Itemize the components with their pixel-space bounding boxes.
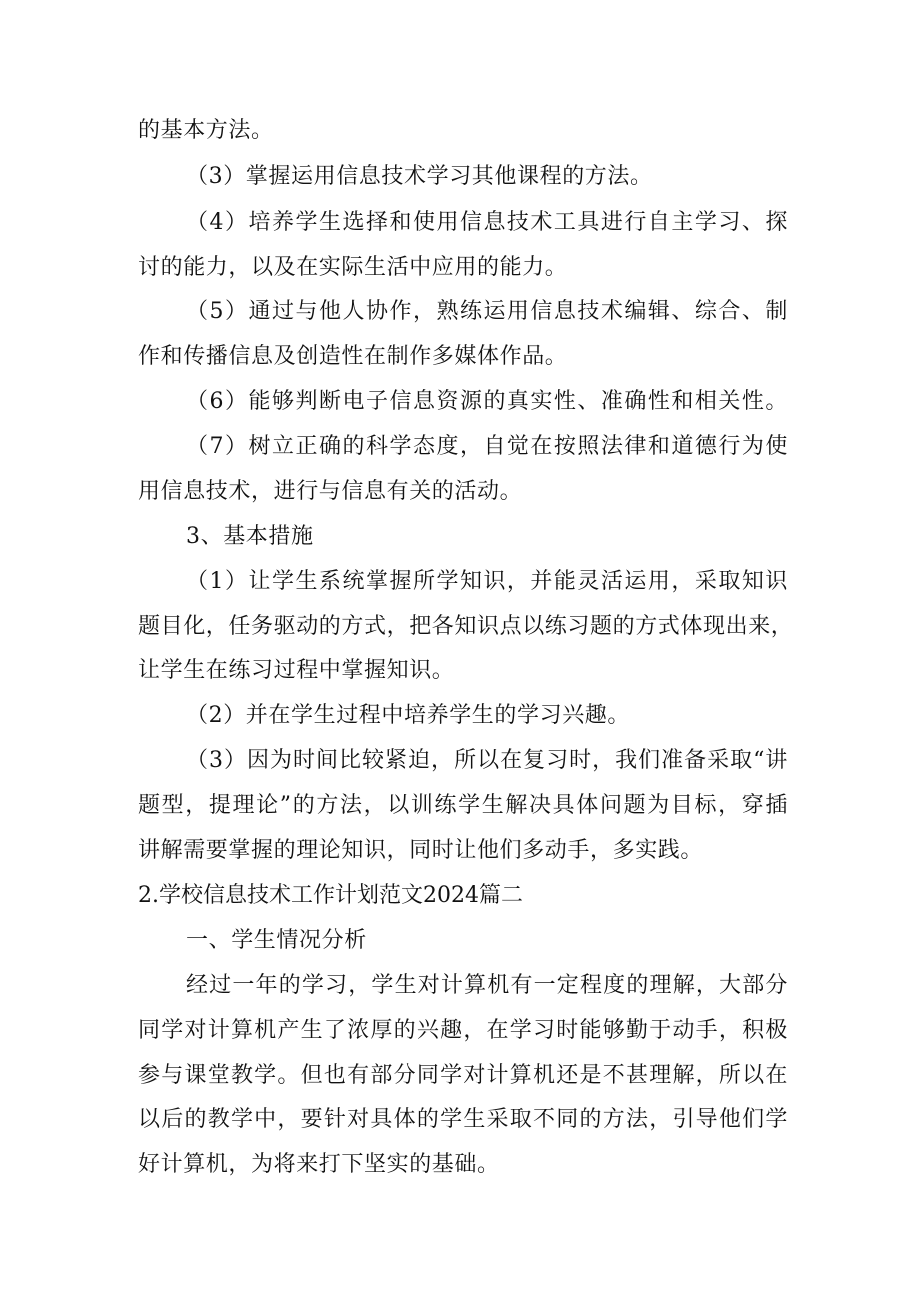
text-line: 讨的能力，以及在实际生活中应用的能力。 (138, 255, 568, 280)
text-line: 好计算机，为将来打下坚实的基础。 (138, 1152, 500, 1177)
text-line: 题目化，任务驱动的方式，把各知识点以练习题的方式体现出来， (138, 614, 794, 639)
section-heading: 3、基本措施 (186, 524, 314, 549)
text-line: 的基本方法。 (138, 118, 274, 143)
text-line: 作和传播信息及创造性在制作多媒体作品。 (138, 344, 568, 369)
text-line: 以后的教学中，要针对具体的学生采取不同的方法，引导他们学 (138, 1107, 788, 1132)
article-heading: 2.学校信息技术工作计划范文2024篇二 (138, 883, 523, 908)
text-line: 经过一年的学习，学生对计算机有一定程度的理解，大部分 (186, 973, 788, 998)
text-line: 同学对计算机产生了浓厚的兴趣，在学习时能够勤于动手，积极 (138, 1018, 788, 1043)
text-line: （3）掌握运用信息技术学习其他课程的方法。 (186, 164, 653, 189)
text-line: （1）让学生系统掌握所学知识，并能灵活运用，采取知识 (186, 569, 788, 594)
text-line: （3）因为时间比较紧迫，所以在复习时，我们准备采取“讲 (186, 748, 788, 773)
text-line: （5）通过与他人协作，熟练运用信息技术编辑、综合、制 (186, 299, 788, 324)
text-line: （7）树立正确的科学态度，自觉在按照法律和道德行为使 (186, 434, 788, 459)
text-line: 讲解需要掌握的理论知识，同时让他们多动手，多实践。 (138, 838, 704, 863)
text-line: （6）能够判断电子信息资源的真实性、准确性和相关性。 (186, 389, 788, 414)
text-line: （4）培养学生选择和使用信息技术工具进行自主学习、探 (186, 210, 788, 235)
text-line: 让学生在练习过程中掌握知识。 (138, 658, 455, 683)
text-line: 参与课堂教学。但也有部分同学对计算机还是不甚理解，所以在 (138, 1063, 788, 1088)
text-line: 题型，提理论”的方法，以训练学生解决具体问题为目标，穿插 (138, 793, 788, 818)
text-line: （2）并在学生过程中培养学生的学习兴趣。 (186, 703, 630, 728)
text-line: 用信息技术，进行与信息有关的活动。 (138, 479, 523, 504)
section-heading: 一、学生情况分析 (186, 928, 367, 953)
